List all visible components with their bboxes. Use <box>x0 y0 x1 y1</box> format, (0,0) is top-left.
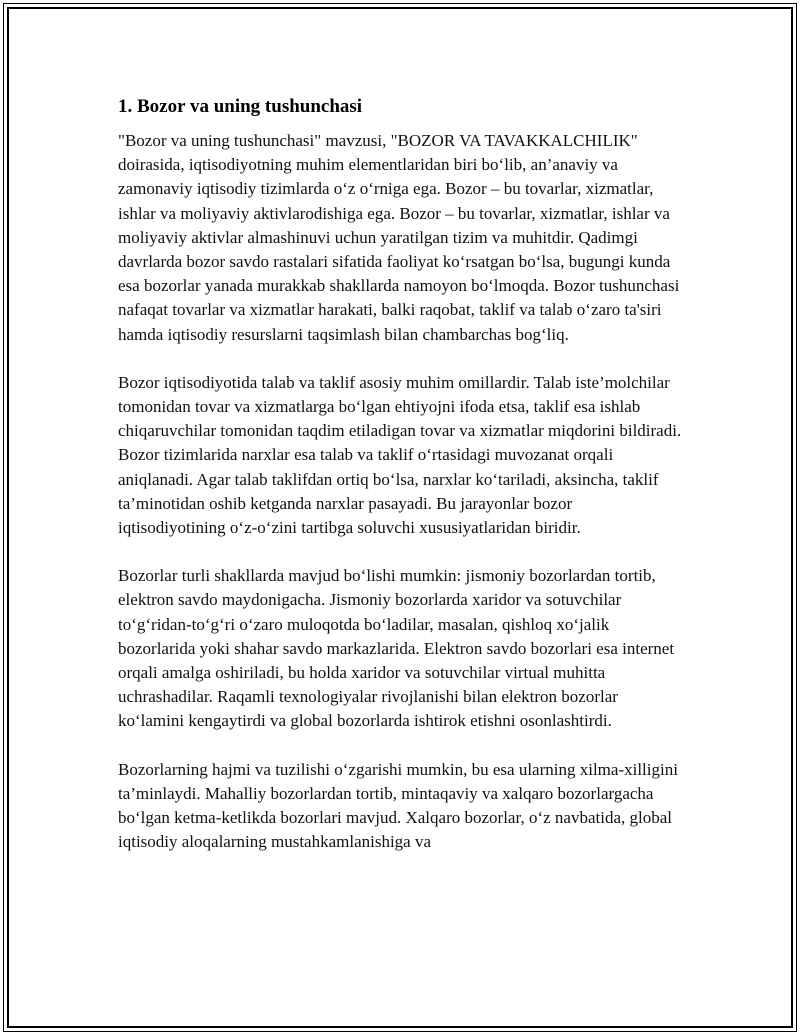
paragraph-market-size: Bozorlarning hajmi va tuzilishi o‘zgarishi mumkin, bu esa ularning xilma-xilligini ta’minlaydi. Mahalliy bozorlardan tortib, mintaqaviy va xalqaro bozorlargacha bo‘lgan ketma-ketlikda bozorlari mavjud. Xalqaro bozorlar, o‘z navbatida, global iqtisodiy aloqalarning mustahkamlanishiga va <box>118 759 678 852</box>
section-heading: 1. Bozor va uning tushunchasi <box>118 96 363 117</box>
paragraph-market-forms: Bozorlar turli shakllarda mavjud bo‘lishi mumkin: jismoniy bozorlardan tortib, elektron savdo maydonigacha. Jismoniy bozorlarda xaridor va sotuvchilar to‘g‘ridan-to‘g‘ri o‘zaro muloqotda bo‘ladilar, masalan, qishloq xo‘jalik bozorlarida yoki shahar savdo markazlarida. Elektron savdo bozorlari esa internet orqali amalga oshiriladi, bu holda xaridor va sotuvchilar virtual muhitta uchrashadilar. Raqamli texnologiyalar rivojlanishi bilan elektron bozorlar ko‘lamini kengaytirdi va global bozorlarda ishtirok etishni osonlashtirdi. <box>118 566 675 731</box>
paragraph-market-concept: "Bozor va uning tushunchasi" mavzusi, "BOZOR VA TAVAKKALCHILIK" doirasida, iqtisodiyotning muhim elementlaridan biri bo‘lib, an’anaviy va zamonaviy iqtisodiy tizimlarda o‘z o‘rniga ega. Bozor – bu tovarlar, xizmatlar, ishlar va moliyaviy aktivlarodishiga ega. Bozor – bu tovarlar, xizmatlar, ishlar va moliyaviy aktivlar almashinuvi uchun yaratilgan tizim va muhitdir. Qadimgi davrlarda bozor savdo rastalari sifatida faoliyat ko‘rsatgan bo‘lsa, bugungi kunda esa bozorlar yanada murakkab shakllarda namoyon bo‘lmoqda. Bozor tushunchasi nafaqat tovarlar va xizmatlar harakati, balki raqobat, taklif va talab o‘zaro ta'siri hamda iqtisodiy resurslarni taqsimlash bilan chambarchas bog‘liq. <box>118 131 680 344</box>
paragraph-supply-demand: Bozor iqtisodiyotida talab va taklif asosiy muhim omillardir. Talab iste’molchilar tomonidan tovar va xizmatlarga bo‘lgan ehtiyojni ifoda etsa, taklif esa ishlab chiqaruvchilar tomonidan taqdim etiladigan tovar va xizmatlar miqdorini bildiradi. Bozor tizimlarida narxlar esa talab va taklif o‘rtasidagi muvozanat orqali aniqlanadi. Agar talab taklifdan ortiq bo‘lsa, narxlar ko‘tariladi, aksincha, taklif ta’minotidan oshib ketganda narxlar pasayadi. Bu jarayonlar bozor iqtisodiyotining o‘z-o‘zini tartibga soluvchi xususiyatlaridan biridir. <box>118 372 682 538</box>
document-body <box>118 95 684 878</box>
